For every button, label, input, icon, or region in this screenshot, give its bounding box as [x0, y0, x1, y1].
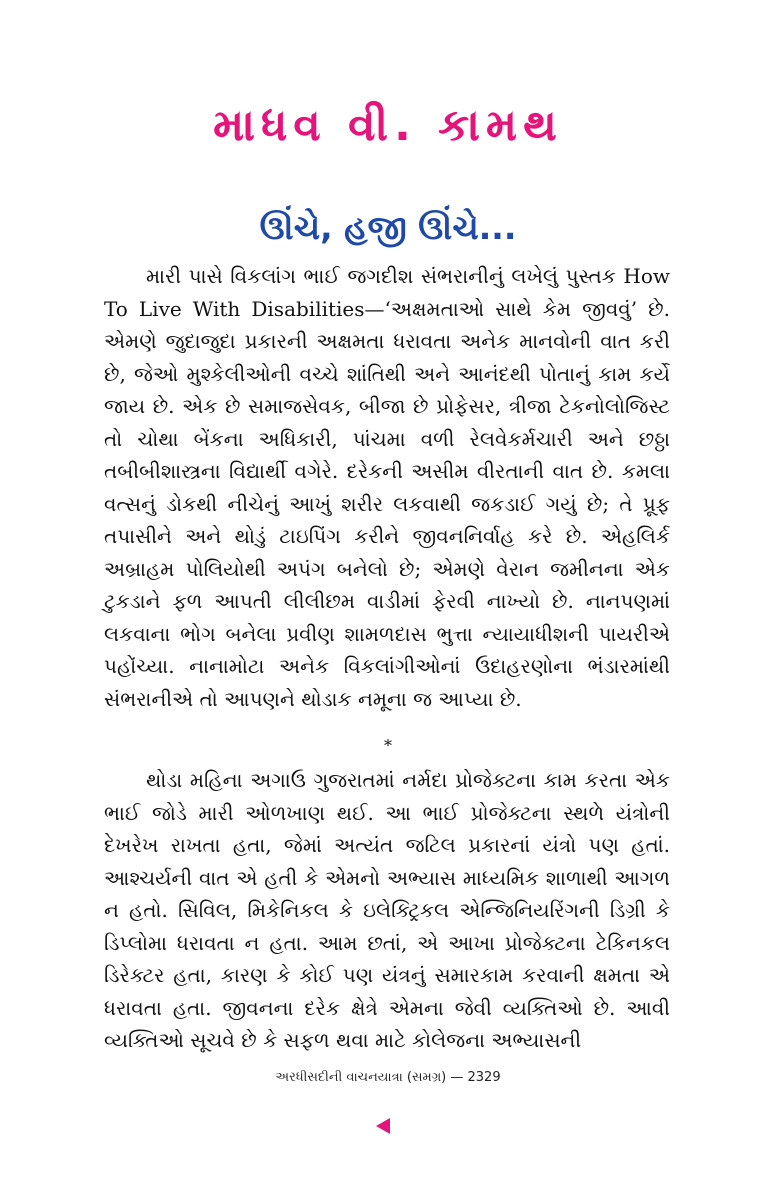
- previous-page-arrow-icon[interactable]: [376, 1118, 390, 1134]
- paragraph-2: થોડા મહિના અગાઉ ગુજરાતમાં નર્મદા પ્રોજેક્ટના કામ કરતા એક ભાઈ જોડે મારી ઓળખાણ થઈ. આ ભાઈ પ્રોજેક્ટના સ્થળે યંત્રોની દેખરેખ રાખતા હતા, જેમાં અત્યંત જટિલ પ્રકારનાં યંત્રો પણ હતાં. આશ્ચર્યની વાત એ હતી કે એમનો અભ્યાસ માધ્યમિક શાળાથી આગળ ન હતો. સિવિલ, મિકેનિકલ કે ઇલેક્ટ્રિકલ એન્જિનિયરિંગની ડિગ્રી કે ડિપ્લોમા ધરાવતા ન હતા. આમ છતાં, એ આખા પ્રોજેક્ટના ટેકિનકલ ડિરેક્ટર હતા, કારણ કે કોઈ પણ યંત્રનું સમારકામ કરવાની ક્ષમતા એ ધરાવતા હતા. જીવનના દરેક ક્ષેત્રે એમના જેવી વ્યક્તિઓ છે. આવી વ્યક્તિઓ સૂચવે છે કે સફળ થવા માટે કોલેજના અભ્યાસની: [104, 768, 670, 1052]
- paragraph-1: મારી પાસે વિકલાંગ ભાઈ જગદીશ સંભરાનીનું લખેલું પુસ્તક How To Live With Disabilities—‘અક્ષમતાઓ સાથે કેમ જીવવું’ છે. એમણે જુદાજુદા પ્રકારની અક્ષમતા ધરાવતા અનેક માનવોની વાત કરી છે, જેઓ મુશ્કેલીઓની વચ્ચે શાંતિથી અને આનંદથી પોતાનું કામ કર્યે જાય છે. એક છે સમાજસેવક, બીજા છે પ્રોફેસર, ત્રીજા ટેકનોલોજિસ્ટ તો ચોથા બેંકના અધિકારી, પાંચમા વળી રેલવેકર્મચારી અને છઠ્ઠા તબીબીશાસ્ત્રના વિદ્યાર્થી વગેરે. દરેકની અસીમ વીરતાની વાત છે. કમલા વત્સનું ડોકથી નીચેનું આખું શરીર લકવાથી જકડાઈ ગયું છે; તે પ્રૂફ તપાસીને અને થોડું ટાઇપિંગ કરીને જીવનનિર્વાહ કરે છે. એહલિર્ક અબ્રાહમ પોલિયોથી અપંગ બનેલો છે; એમણે વેરાન જમીનના એક ટુકડાને ફળ આપતી લીલીછમ વાડીમાં ફેરવી નાખ્યો છે. નાનપણમાં લકવાના ભોગ બનેલા પ્રવીણ શામળદાસ ભુત્તા ન્યાયાધીશની પાયરીએ પહોંચ્યા. નાનામોટા અનેક વિકલાંગીઓનાં ઉદાહરણોના ભંડારમાંથી સંભરાનીએ તો આપણને થોડાક નમૂના જ આપ્યા છે.: [104, 264, 670, 711]
- chapter-title: ઊંચે, હજી ઊંચે...: [259, 208, 517, 247]
- section-divider: *: [384, 736, 392, 755]
- author-name: માધવ વી. કામથ: [213, 100, 563, 151]
- page-footer: અરધીસદીની વાચનયાત્રા (સમગ્ર) — 2329: [275, 1070, 501, 1085]
